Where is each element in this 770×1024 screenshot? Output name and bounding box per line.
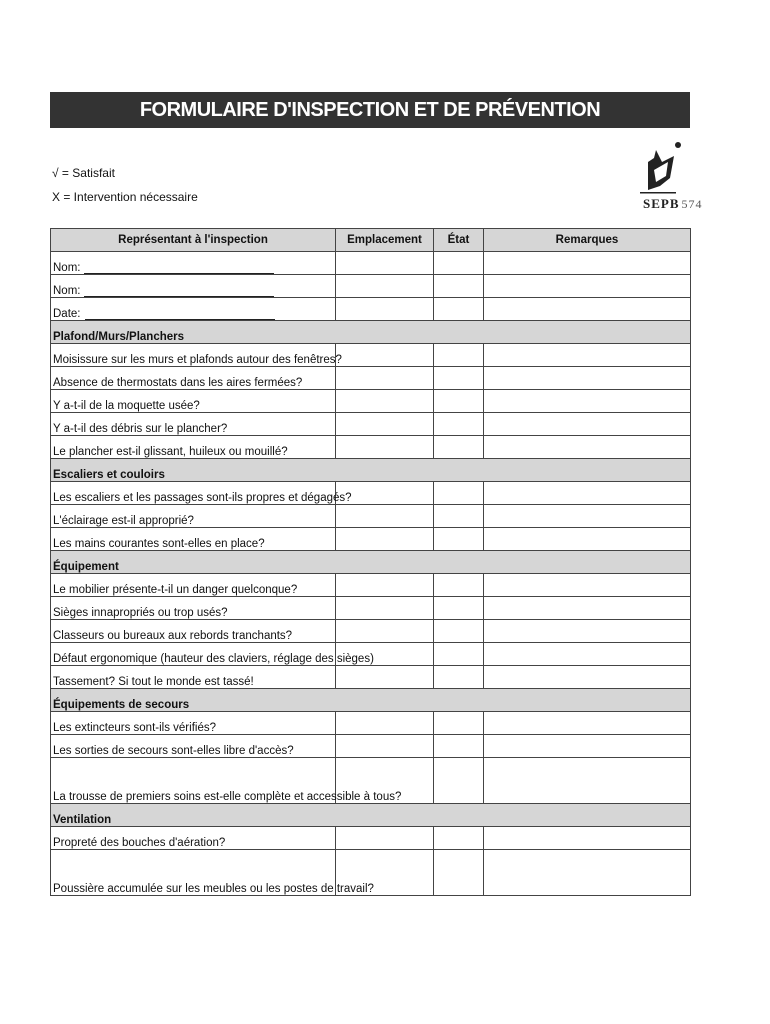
etat-cell[interactable] [434,712,484,735]
header-emplacement: Emplacement [336,229,434,252]
checklist-row [51,436,691,459]
remarques-cell[interactable] [484,574,691,597]
remarques-cell[interactable] [484,620,691,643]
checklist-row [51,505,691,528]
checklist-row [51,758,691,804]
checklist-question: L'éclairage est-il approprié? [51,505,336,528]
etat-cell[interactable] [434,344,484,367]
etat-cell[interactable] [434,298,484,321]
etat-cell[interactable] [434,413,484,436]
checklist-question: Défaut ergonomique (hauteur des claviers, réglage des sièges) [51,643,336,666]
info-row [51,275,691,298]
section-header-row [51,321,691,344]
emplacement-cell[interactable] [336,505,434,528]
checklist-question: Absence de thermostats dans les aires fermées? [51,367,336,390]
emplacement-cell[interactable] [336,413,434,436]
etat-cell[interactable] [434,850,484,896]
checklist-row [51,367,691,390]
fill-in-line[interactable] [85,307,275,320]
inspection-table [50,228,691,896]
emplacement-cell[interactable] [336,275,434,298]
remarques-cell[interactable] [484,344,691,367]
fill-in-line[interactable] [84,261,274,274]
checklist-row [51,850,691,896]
etat-cell[interactable] [434,275,484,298]
etat-cell[interactable] [434,574,484,597]
section-title: Équipements de secours [51,689,691,712]
checklist-row [51,574,691,597]
checklist-question: Propreté des bouches d'aération? [51,827,336,850]
etat-cell[interactable] [434,735,484,758]
checklist-question: Les sorties de secours sont-elles libre d'accès? [51,735,336,758]
logo-number: 574 [681,197,703,211]
emplacement-cell[interactable] [336,367,434,390]
legend-intervention: X = Intervention nécessaire [52,190,198,204]
etat-cell[interactable] [434,505,484,528]
header-representant: Représentant à l'inspection [51,229,336,252]
checklist-question: Poussière accumulée sur les meubles ou les postes de travail? [51,850,336,896]
section-header-row [51,804,691,827]
emplacement-cell[interactable] [336,597,434,620]
emplacement-cell[interactable] [336,574,434,597]
remarques-cell[interactable] [484,390,691,413]
remarques-cell[interactable] [484,712,691,735]
etat-cell[interactable] [434,390,484,413]
emplacement-cell[interactable] [336,712,434,735]
checklist-question: Y a-t-il des débris sur le plancher? [51,413,336,436]
emplacement-cell[interactable] [336,436,434,459]
fill-in-line[interactable] [84,284,274,297]
checklist-question: Classeurs ou bureaux aux rebords tranchants? [51,620,336,643]
checklist-question: La trousse de premiers soins est-elle complète et accessible à tous? [51,758,336,804]
form-title: FORMULAIRE D'INSPECTION ET DE PRÉVENTION [50,92,690,128]
remarques-cell[interactable] [484,275,691,298]
checklist-question: Sièges innapropriés ou trop usés? [51,597,336,620]
sepb-logo-text [643,196,703,212]
header-remarques: Remarques [484,229,691,252]
remarques-cell[interactable] [484,505,691,528]
checklist-question: Moisissure sur les murs et plafonds autour des fenêtres? [51,344,336,367]
table-body [51,252,691,896]
checklist-row [51,620,691,643]
etat-cell[interactable] [434,367,484,390]
remarques-cell[interactable] [484,482,691,505]
section-header-row [51,459,691,482]
info-cell [51,298,336,321]
emplacement-cell[interactable] [336,528,434,551]
checklist-question: Le mobilier présente-t-il un danger quelconque? [51,574,336,597]
remarques-cell[interactable] [484,436,691,459]
section-header-row [51,551,691,574]
info-cell [51,275,336,298]
checklist-question: Les escaliers et les passages sont-ils propres et dégagés? [51,482,336,505]
checklist-row [51,643,691,666]
remarques-cell[interactable] [484,850,691,896]
checklist-question: Y a-t-il de la moquette usée? [51,390,336,413]
remarques-cell[interactable] [484,735,691,758]
etat-cell[interactable] [434,758,484,804]
checklist-question: Les mains courantes sont-elles en place? [51,528,336,551]
info-label: Nom: [53,285,81,297]
etat-cell[interactable] [434,643,484,666]
checklist-row [51,666,691,689]
logo-letters: SEPB [643,196,680,211]
remarques-cell[interactable] [484,827,691,850]
section-title: Équipement [51,551,691,574]
checklist-row [51,528,691,551]
legend-satisfait: √ = Satisfait [52,166,115,180]
checklist-row [51,827,691,850]
section-title: Plafond/Murs/Planchers [51,321,691,344]
etat-cell[interactable] [434,482,484,505]
info-cell [51,252,336,275]
remarques-cell[interactable] [484,758,691,804]
remarques-cell[interactable] [484,528,691,551]
remarques-cell[interactable] [484,643,691,666]
remarques-cell[interactable] [484,597,691,620]
checklist-row [51,735,691,758]
checklist-question: Tassement? Si tout le monde est tassé! [51,666,336,689]
etat-cell[interactable] [434,252,484,275]
checklist-row [51,482,691,505]
emplacement-cell[interactable] [336,827,434,850]
section-header-row [51,689,691,712]
emplacement-cell[interactable] [336,620,434,643]
etat-cell[interactable] [434,597,484,620]
section-title: Ventilation [51,804,691,827]
legend [52,161,198,209]
etat-cell[interactable] [434,666,484,689]
checklist-row [51,390,691,413]
etat-cell[interactable] [434,620,484,643]
checklist-row [51,597,691,620]
checklist-question: Les extincteurs sont-ils vérifiés? [51,712,336,735]
etat-cell[interactable] [434,827,484,850]
info-label: Date: [53,308,81,320]
etat-cell[interactable] [434,528,484,551]
info-row [51,298,691,321]
emplacement-cell[interactable] [336,252,434,275]
emplacement-cell[interactable] [336,344,434,367]
checklist-row [51,712,691,735]
remarques-cell[interactable] [484,252,691,275]
emplacement-cell[interactable] [336,390,434,413]
remarques-cell[interactable] [484,298,691,321]
checklist-question: Le plancher est-il glissant, huileux ou mouillé? [51,436,336,459]
emplacement-cell[interactable] [336,298,434,321]
header-etat: État [434,229,484,252]
info-row [51,252,691,275]
remarques-cell[interactable] [484,666,691,689]
remarques-cell[interactable] [484,413,691,436]
checklist-row [51,413,691,436]
emplacement-cell[interactable] [336,666,434,689]
section-title: Escaliers et couloirs [51,459,691,482]
etat-cell[interactable] [434,436,484,459]
info-label: Nom: [53,262,81,274]
table-header-row [51,229,691,252]
checklist-row [51,344,691,367]
remarques-cell[interactable] [484,367,691,390]
emplacement-cell[interactable] [336,735,434,758]
